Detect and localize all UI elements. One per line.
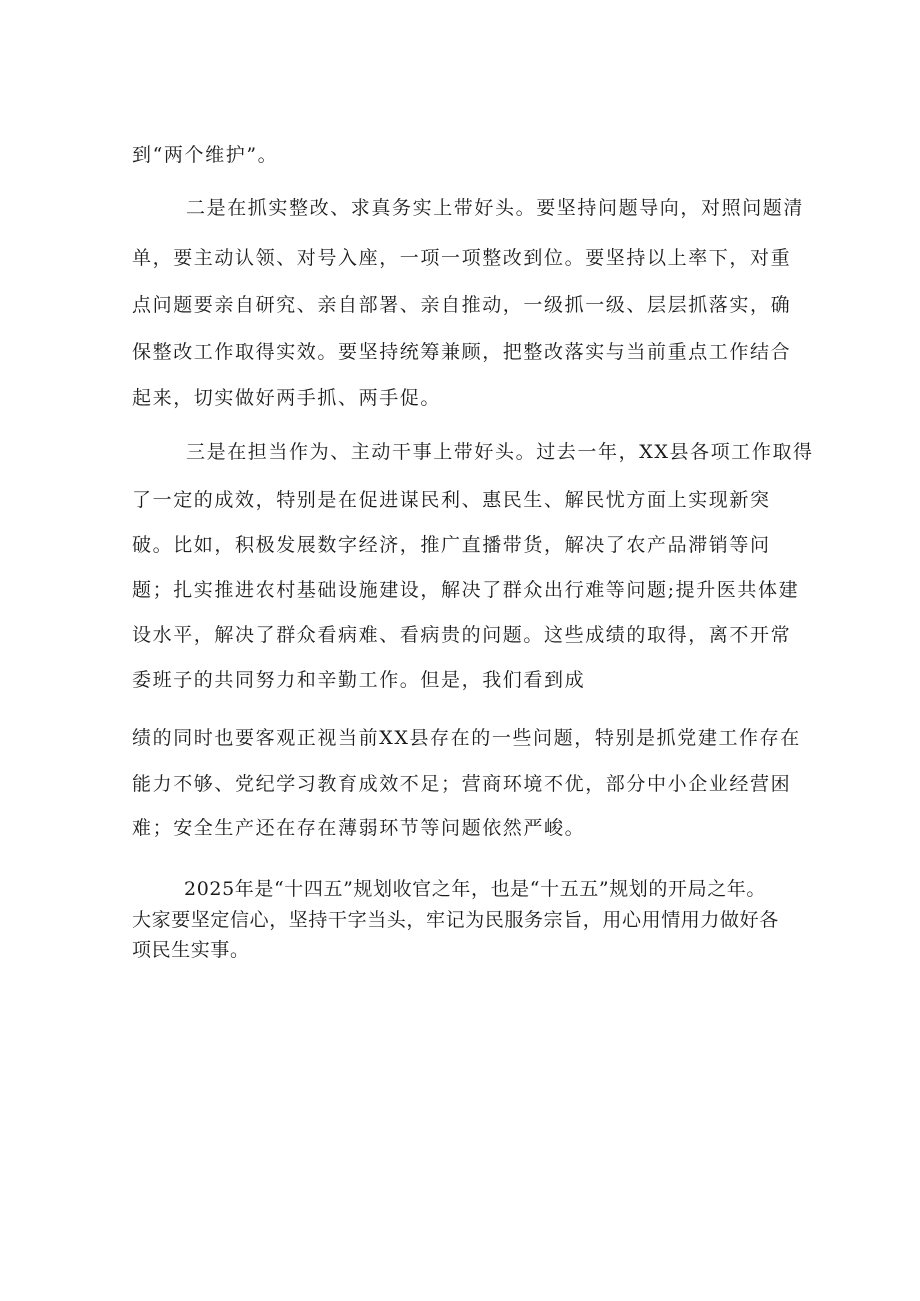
text-line: 能力不够、党纪学习教育成效不足；营商环境不优，部分中小企业经营困 (132, 773, 792, 795)
text-line: 2025年是“十四五”规划收官之年，也是“十五五”规划的开局之年。 (184, 878, 767, 900)
text-line: 保整改工作取得实效。要坚持统筹兼顾，把整改落实与当前重点工作结合 (132, 341, 792, 363)
text-line: 大家要坚定信心，坚持干字当头，牢记为民服务宗旨，用心用情用力做好各 (132, 909, 779, 931)
text-line: 难；安全生产还在存在薄弱环节等问题依然严峻。 (132, 817, 586, 839)
text-line: 设水平，解决了群众看病难、看病贵的问题。这些成绩的取得，离不开常 (132, 624, 792, 646)
text-line: 二是在抓实整改、求真务实上带好头。要坚持问题导向，对照问题清 (186, 197, 805, 219)
text-line: 到“两个维护”。 (132, 144, 279, 166)
text-line: 点问题要亲自研究、亲自部署、亲自推动，一级抓一级、层层抓落实，确 (132, 294, 792, 316)
text-line: 绩的同时也要客观正视当前XX县存在的一些问题，特别是抓党建工作存在 (132, 727, 801, 749)
text-line: 三是在担当作为、主动干事上带好头。过去一年，XX县各项工作取得 (186, 441, 814, 463)
text-line: 了一定的成效，特别是在促进谋民利、惠民生、解民忧方面上实现新突 (132, 489, 771, 511)
text-line: 项民生实事。 (132, 939, 250, 961)
text-line: 起来，切实做好两手抓、两手促。 (132, 387, 442, 409)
text-line: 破。比如，积极发展数字经济，推广直播带货，解决了农产品滞销等问 (132, 534, 771, 556)
text-line: 题；扎实推进农村基础设施建设，解决了群众出行难等问题;提升医共体建 (132, 579, 800, 601)
text-line: 单，要主动认领、对号入座，一项一项整改到位。要坚持以上率下，对重 (132, 247, 792, 269)
text-line: 委班子的共同努力和辛勤工作。但是，我们看到成 (132, 669, 586, 691)
